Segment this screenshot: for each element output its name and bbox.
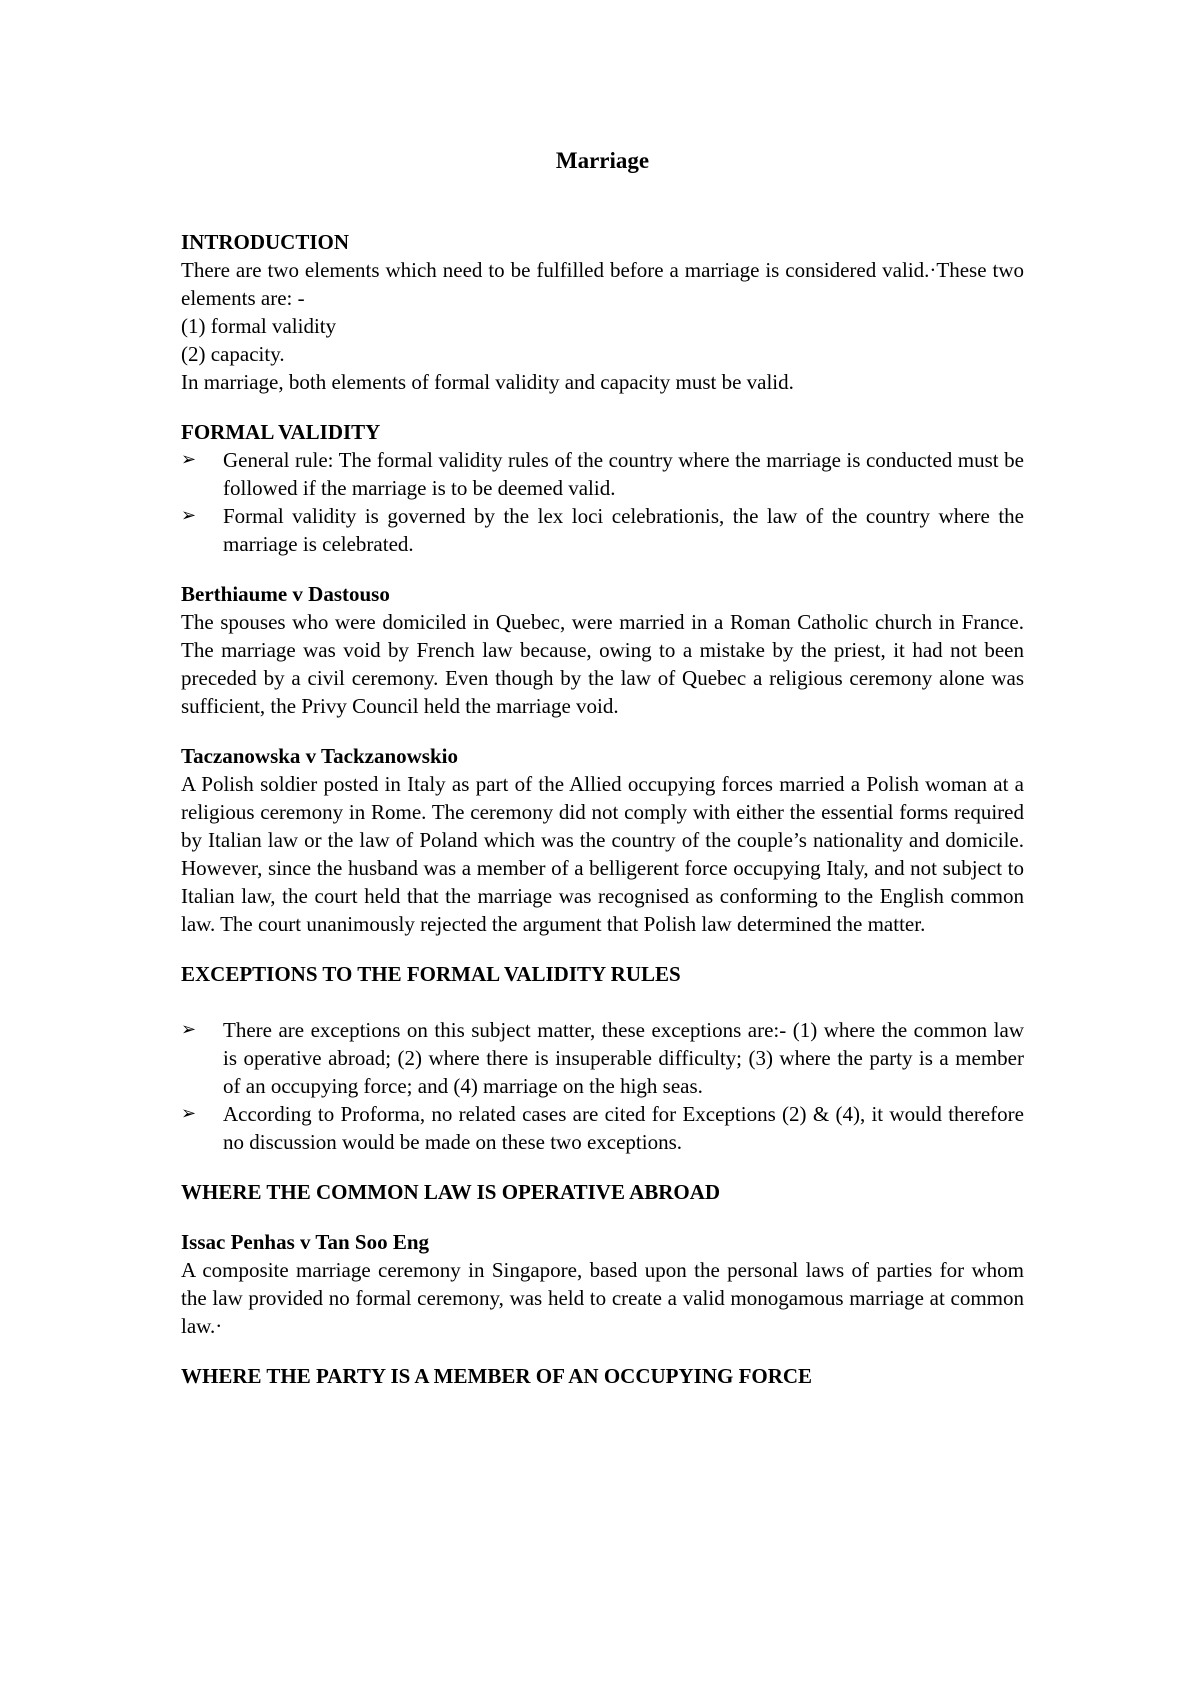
formal-validity-list [181, 446, 1024, 558]
list-item-text: General rule: The formal validity rules of the country where the marriage is conducted must be followed if the marriage is to be deemed valid. [223, 448, 1024, 500]
exceptions-heading: EXCEPTIONS TO THE FORMAL VALIDITY RULES [181, 962, 681, 986]
formal-validity-heading: FORMAL VALIDITY [181, 420, 381, 444]
exceptions-list [181, 1016, 1024, 1156]
occupying-force-section [181, 1362, 1024, 1390]
common-law-heading: WHERE THE COMMON LAW IS OPERATIVE ABROAD [181, 1180, 721, 1204]
occupying-force-heading: WHERE THE PARTY IS A MEMBER OF AN OCCUPYING FORCE [181, 1364, 813, 1388]
list-item-text: According to Proforma, no related cases are cited for Exceptions (2) & (4), it would therefore no discussion would be made on these two exceptions. [223, 1102, 1024, 1154]
page-title: Marriage [555, 148, 650, 173]
arrow-bullet-icon: ➢ [181, 1019, 197, 1040]
list-item [181, 446, 1024, 502]
introduction-item-2: (2) capacity. [181, 342, 285, 366]
introduction-text: There are two elements which need to be fulfilled before a marriage is considered valid.·These two elements are: - [181, 258, 1024, 310]
introduction-heading: INTRODUCTION [181, 230, 350, 254]
list-item [181, 502, 1024, 558]
common-law-section [181, 1178, 1024, 1206]
introduction-section [181, 228, 1024, 396]
list-item [181, 1016, 1024, 1100]
arrow-bullet-icon: ➢ [181, 1103, 197, 1124]
case-text: A Polish soldier posted in Italy as part of the Allied occupying forces married a Polish woman at a religious ceremony in Rome. The ceremony did not comply with either the essential forms required by Italian law or the law of Poland which was the country of the couple’s nationality and domicile. However, since the husband was a member of a belligerent force occupying Italy, and not subject to Italian law, the court held that the marriage was recognised as conforming to the English common law. The court unanimously rejected the argument that Polish law determined the matter. [181, 772, 1024, 936]
introduction-item-1: (1) formal validity [181, 314, 337, 338]
case-berthiaume [181, 580, 1024, 720]
list-item-text: There are exceptions on this subject matter, these exceptions are:- (1) where the common law is operative abroad; (2) where there is insuperable difficulty; (3) where the party is a member of an occupying force; and (4) marriage on the high seas. [223, 1018, 1024, 1098]
list-item [181, 1100, 1024, 1156]
case-text: A composite marriage ceremony in Singapore, based upon the personal laws of parties for whom the law provided no formal ceremony, was held to create a valid monogamous marriage at common law.· [181, 1258, 1024, 1338]
formal-validity-section [181, 418, 1024, 558]
list-item-text: Formal validity is governed by the lex loci celebrationis, the law of the country where the marriage is celebrated. [223, 504, 1024, 556]
case-taczanowska [181, 742, 1024, 938]
case-text: The spouses who were domiciled in Quebec, were married in a Roman Catholic church in France. The marriage was void by French law because, owing to a mistake by the priest, it had not been preceded by a civil ceremony. Even though by the law of Quebec a religious ceremony alone was sufficient, the Privy Council held the marriage void. [181, 610, 1024, 718]
case-title: Berthiaume v Dastouso [181, 582, 390, 606]
introduction-closing: In marriage, both elements of formal validity and capacity must be valid. [181, 370, 794, 394]
exceptions-section [181, 960, 1024, 1156]
case-issac-penhas [181, 1228, 1024, 1340]
arrow-bullet-icon: ➢ [181, 505, 197, 526]
arrow-bullet-icon: ➢ [181, 449, 197, 470]
document-content [181, 146, 1024, 1390]
case-title: Taczanowska v Tackzanowskio [181, 744, 458, 768]
case-title: Issac Penhas v Tan Soo Eng [181, 1230, 430, 1254]
